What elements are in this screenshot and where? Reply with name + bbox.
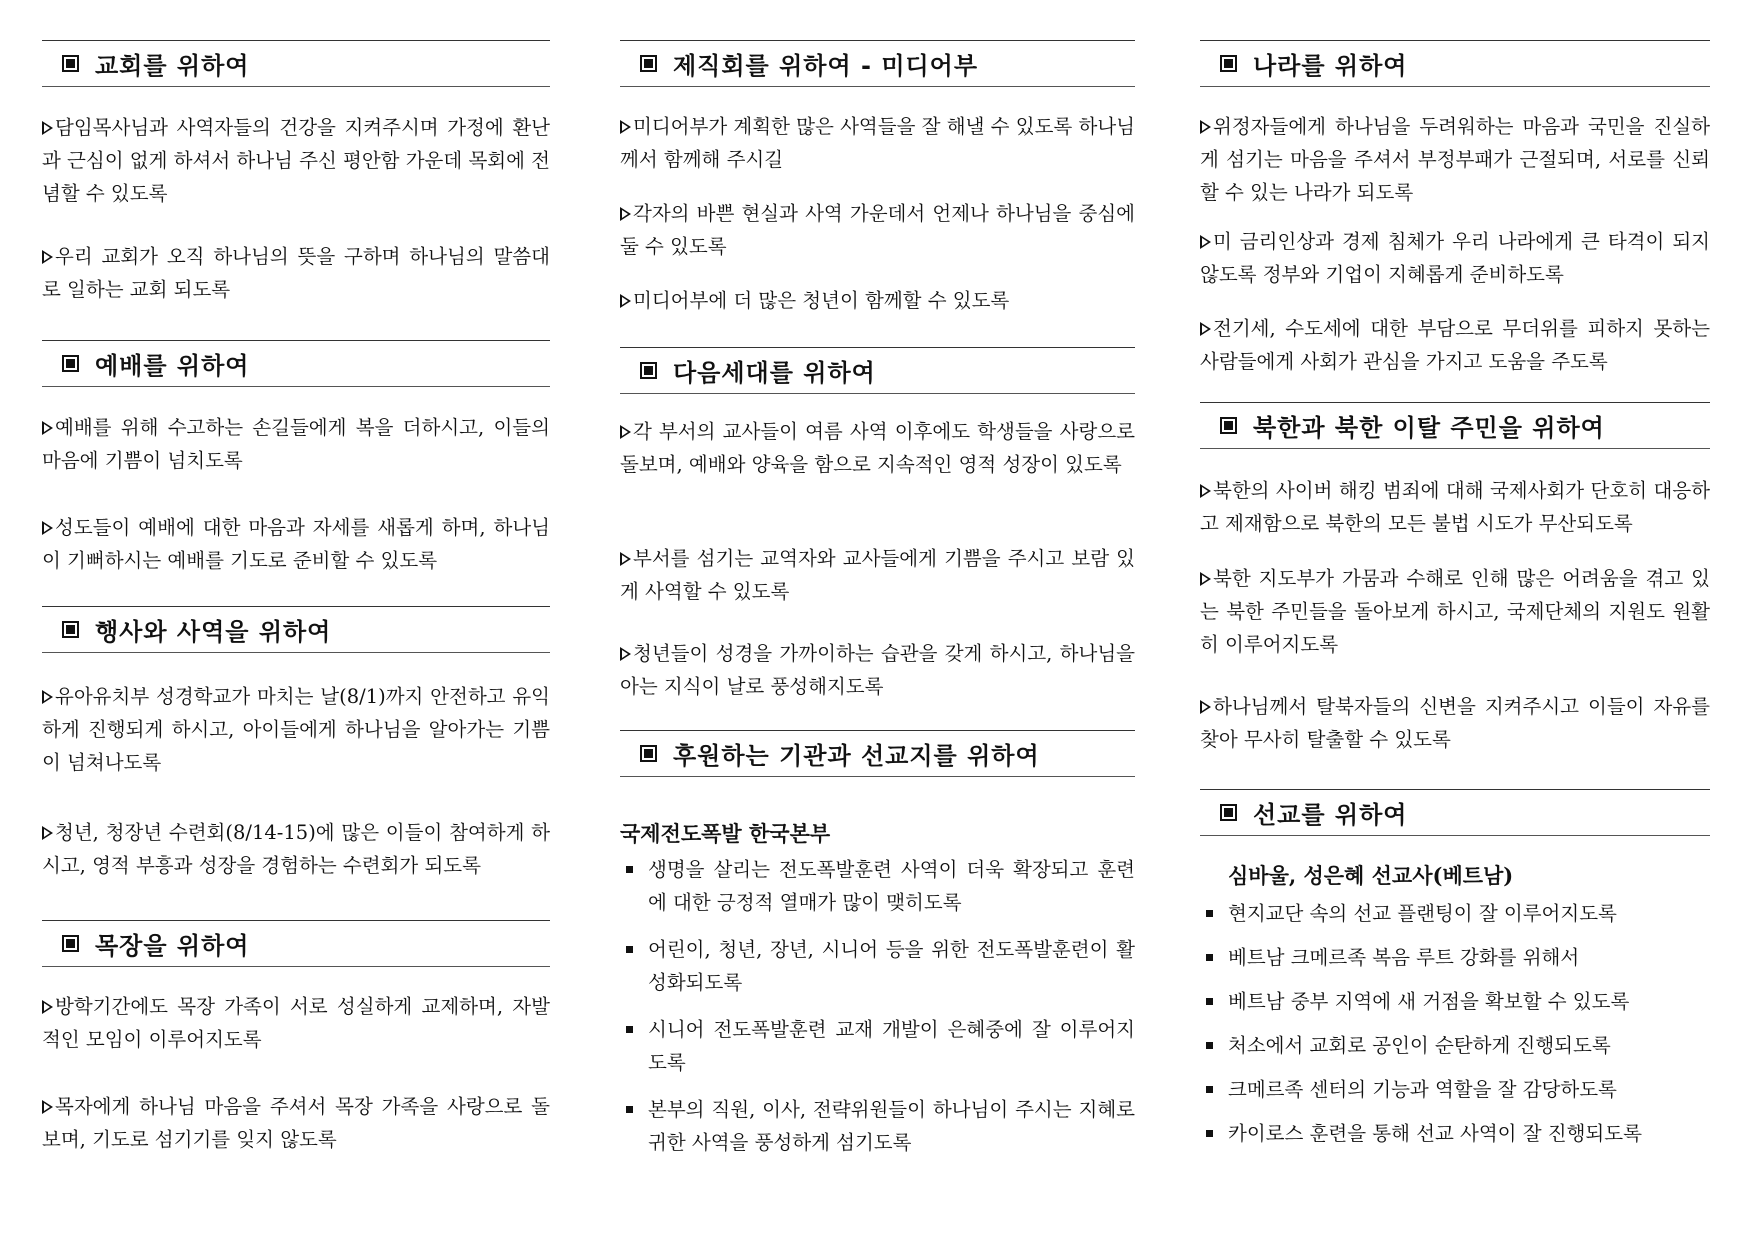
section-title: 목장을 위하여 xyxy=(95,932,250,960)
square-bullet-icon xyxy=(1220,804,1237,821)
section-title: 후원하는 기관과 선교지를 위하여 xyxy=(673,742,1040,770)
section-worship xyxy=(42,340,550,387)
square-bullet-icon xyxy=(1220,417,1237,434)
section-title: 다음세대를 위하여 xyxy=(673,359,876,387)
square-bullet-icon xyxy=(62,935,79,952)
triangle-bullet-icon xyxy=(1200,484,1211,498)
section-title: 북한과 북한 이탈 주민을 위하여 xyxy=(1253,414,1605,442)
square-bullet-icon xyxy=(1206,998,1213,1005)
bullet-item: 생명을 살리는 전도폭발훈련 사역이 더욱 확장되고 훈련에 대한 긍정적 열매가 많이 맺히도록 xyxy=(620,853,1135,919)
prayer-item: 위정자들에게 하나님을 두려워하는 마음과 국민을 진실하게 섬기는 마음을 주셔서 부정부패가 근절되며, 서로를 신뢰할 수 있는 나라가 되도록 xyxy=(1200,115,1710,204)
prayer-item: 미디어부가 계획한 많은 사역들을 잘 해낼 수 있도록 하나님께서 함께해 주시길 xyxy=(620,115,1135,171)
section-header xyxy=(620,40,1135,87)
prayer-item: 미 금리인상과 경제 침체가 우리 나라에게 큰 타격이 되지 않도록 정부와 기업이 지혜롭게 준비하도록 xyxy=(1200,230,1710,286)
section-title: 선교를 위하여 xyxy=(1253,801,1408,829)
section-title: 제직회를 위하여 - 미디어부 xyxy=(673,52,979,80)
bullet-item: 크메르족 센터의 기능과 역할을 잘 감당하도록 xyxy=(1200,1073,1710,1106)
prayer-item: 목자에게 하나님 마음을 주셔서 목장 가족을 사랑으로 돌보며, 기도로 섬기기를 잊지 않도록 xyxy=(42,1095,550,1151)
square-bullet-icon xyxy=(62,355,79,372)
triangle-bullet-icon xyxy=(1200,572,1211,586)
square-bullet-icon xyxy=(62,55,79,72)
triangle-bullet-icon xyxy=(1200,120,1211,134)
prayer-item: 각 부서의 교사들이 여름 사역 이후에도 학생들을 사랑으로 돌보며, 예배와 양육을 함으로 지속적인 영적 성장이 있도록 xyxy=(620,420,1135,476)
section-north-korea xyxy=(1200,402,1710,449)
square-bullet-icon xyxy=(62,621,79,638)
prayer-item: 북한의 사이버 해킹 범죄에 대해 국제사회가 단호히 대응하고 제재함으로 북한의 모든 불법 시도가 무산되도록 xyxy=(1200,479,1710,535)
bullet-item: 현지교단 속의 선교 플랜팅이 잘 이루어지도록 xyxy=(1200,897,1710,930)
section-header xyxy=(620,730,1135,777)
triangle-bullet-icon xyxy=(1200,235,1211,249)
prayer-item: 미디어부에 더 많은 청년이 함께할 수 있도록 xyxy=(620,284,1135,317)
section-cell-group xyxy=(42,920,550,967)
section-header xyxy=(620,347,1135,394)
prayer-item: 예배를 위해 수고하는 손길들에게 복을 더하시고, 이들의 마음에 기쁨이 넘치도록 xyxy=(42,416,550,472)
section-header xyxy=(42,340,550,387)
triangle-bullet-icon xyxy=(42,1000,53,1014)
prayer-item: 우리 교회가 오직 하나님의 뜻을 구하며 하나님의 말씀대로 일하는 교회 되도록 xyxy=(42,245,550,301)
triangle-bullet-icon xyxy=(620,120,631,134)
section-header xyxy=(42,606,550,653)
prayer-item: 유아유치부 성경학교가 마치는 날(8/1)까지 안전하고 유익하게 진행되게 하시고, 아이들에게 하나님을 알아가는 기쁨이 넘쳐나도록 xyxy=(42,685,550,774)
section-missions xyxy=(1200,789,1710,836)
square-bullet-icon xyxy=(1206,910,1213,917)
section-header xyxy=(1200,789,1710,836)
square-bullet-icon xyxy=(1206,1042,1213,1049)
section-events xyxy=(42,606,550,653)
bullet-item: 어린이, 청년, 장년, 시니어 등을 위한 전도폭발훈련이 활성화되도록 xyxy=(620,933,1135,999)
triangle-bullet-icon xyxy=(1200,700,1211,714)
triangle-bullet-icon xyxy=(42,521,53,535)
triangle-bullet-icon xyxy=(620,425,631,439)
section-header xyxy=(42,920,550,967)
triangle-bullet-icon xyxy=(1200,322,1211,336)
missionary-name: 심바울, 성은혜 선교사(베트남) xyxy=(1228,863,1514,888)
section-supported-missions xyxy=(620,730,1135,777)
square-bullet-icon xyxy=(640,362,657,379)
square-bullet-icon xyxy=(640,55,657,72)
triangle-bullet-icon xyxy=(620,647,631,661)
section-title: 행사와 사역을 위하여 xyxy=(95,618,332,646)
triangle-bullet-icon xyxy=(620,294,631,308)
triangle-bullet-icon xyxy=(42,121,53,135)
square-bullet-icon xyxy=(640,745,657,762)
square-bullet-icon xyxy=(626,866,633,873)
triangle-bullet-icon xyxy=(42,250,53,264)
prayer-item: 부서를 섬기는 교역자와 교사들에게 기쁨을 주시고 보람 있게 사역할 수 있도록 xyxy=(620,547,1135,603)
section-title: 교회를 위하여 xyxy=(95,52,250,80)
triangle-bullet-icon xyxy=(620,552,631,566)
organization-name: 국제전도폭발 한국본부 xyxy=(620,821,831,846)
square-bullet-icon xyxy=(626,1026,633,1033)
prayer-item: 각자의 바쁜 현실과 사역 가운데서 언제나 하나님을 중심에 둘 수 있도록 xyxy=(620,202,1135,258)
section-header xyxy=(1200,40,1710,87)
prayer-item: 북한 지도부가 가뭄과 수해로 인해 많은 어려움을 겪고 있는 북한 주민들을 돌아보게 하시고, 국제단체의 지원도 원활히 이루어지도록 xyxy=(1200,567,1710,656)
prayer-item: 하나님께서 탈북자들의 신변을 지켜주시고 이들이 자유를 찾아 무사히 탈출할 수 있도록 xyxy=(1200,695,1710,751)
section-deacons-media xyxy=(620,40,1135,87)
bullet-item: 베트남 크메르족 복음 루트 강화를 위해서 xyxy=(1200,941,1710,974)
square-bullet-icon xyxy=(626,946,633,953)
section-church xyxy=(42,40,550,87)
triangle-bullet-icon xyxy=(42,1100,53,1114)
prayer-item: 청년, 청장년 수련회(8/14-15)에 많은 이들이 참여하게 하시고, 영적 부흥과 성장을 경험하는 수련회가 되도록 xyxy=(42,821,550,877)
square-bullet-icon xyxy=(1206,954,1213,961)
square-bullet-icon xyxy=(1206,1130,1213,1137)
bullet-item: 시니어 전도폭발훈련 교재 개발이 은혜중에 잘 이루어지도록 xyxy=(620,1013,1135,1079)
square-bullet-icon xyxy=(1220,55,1237,72)
prayer-item: 성도들이 예배에 대한 마음과 자세를 새롭게 하며, 하나님이 기뻐하시는 예배를 기도로 준비할 수 있도록 xyxy=(42,516,550,572)
prayer-item: 담임목사님과 사역자들의 건강을 지켜주시며 가정에 환난과 근심이 없게 하셔서 하나님 주신 평안함 가운데 목회에 전념할 수 있도록 xyxy=(42,116,550,205)
square-bullet-icon xyxy=(1206,1086,1213,1093)
prayer-item: 방학기간에도 목장 가족이 서로 성실하게 교제하며, 자발적인 모임이 이루어지도록 xyxy=(42,995,550,1051)
prayer-item: 청년들이 성경을 가까이하는 습관을 갖게 하시고, 하나님을 아는 지식이 날로 풍성해지도록 xyxy=(620,642,1135,698)
bullet-item: 처소에서 교회로 공인이 순탄하게 진행되도록 xyxy=(1200,1029,1710,1062)
triangle-bullet-icon xyxy=(620,207,631,221)
triangle-bullet-icon xyxy=(42,421,53,435)
bullet-item: 카이로스 훈련을 통해 선교 사역이 잘 진행되도록 xyxy=(1200,1117,1710,1150)
section-header xyxy=(1200,402,1710,449)
prayer-item: 전기세, 수도세에 대한 부담으로 무더위를 피하지 못하는 사람들에게 사회가 관심을 가지고 도움을 주도록 xyxy=(1200,317,1710,373)
bullet-item: 본부의 직원, 이사, 전략위원들이 하나님이 주시는 지혜로 귀한 사역을 풍성하게 섬기도록 xyxy=(620,1093,1135,1159)
section-title: 예배를 위하여 xyxy=(95,352,250,380)
section-header xyxy=(42,40,550,87)
triangle-bullet-icon xyxy=(42,826,53,840)
triangle-bullet-icon xyxy=(42,690,53,704)
bullet-item: 베트남 중부 지역에 새 거점을 확보할 수 있도록 xyxy=(1200,985,1710,1018)
section-nation xyxy=(1200,40,1710,87)
section-title: 나라를 위하여 xyxy=(1253,52,1408,80)
square-bullet-icon xyxy=(626,1106,633,1113)
section-next-generation xyxy=(620,347,1135,394)
